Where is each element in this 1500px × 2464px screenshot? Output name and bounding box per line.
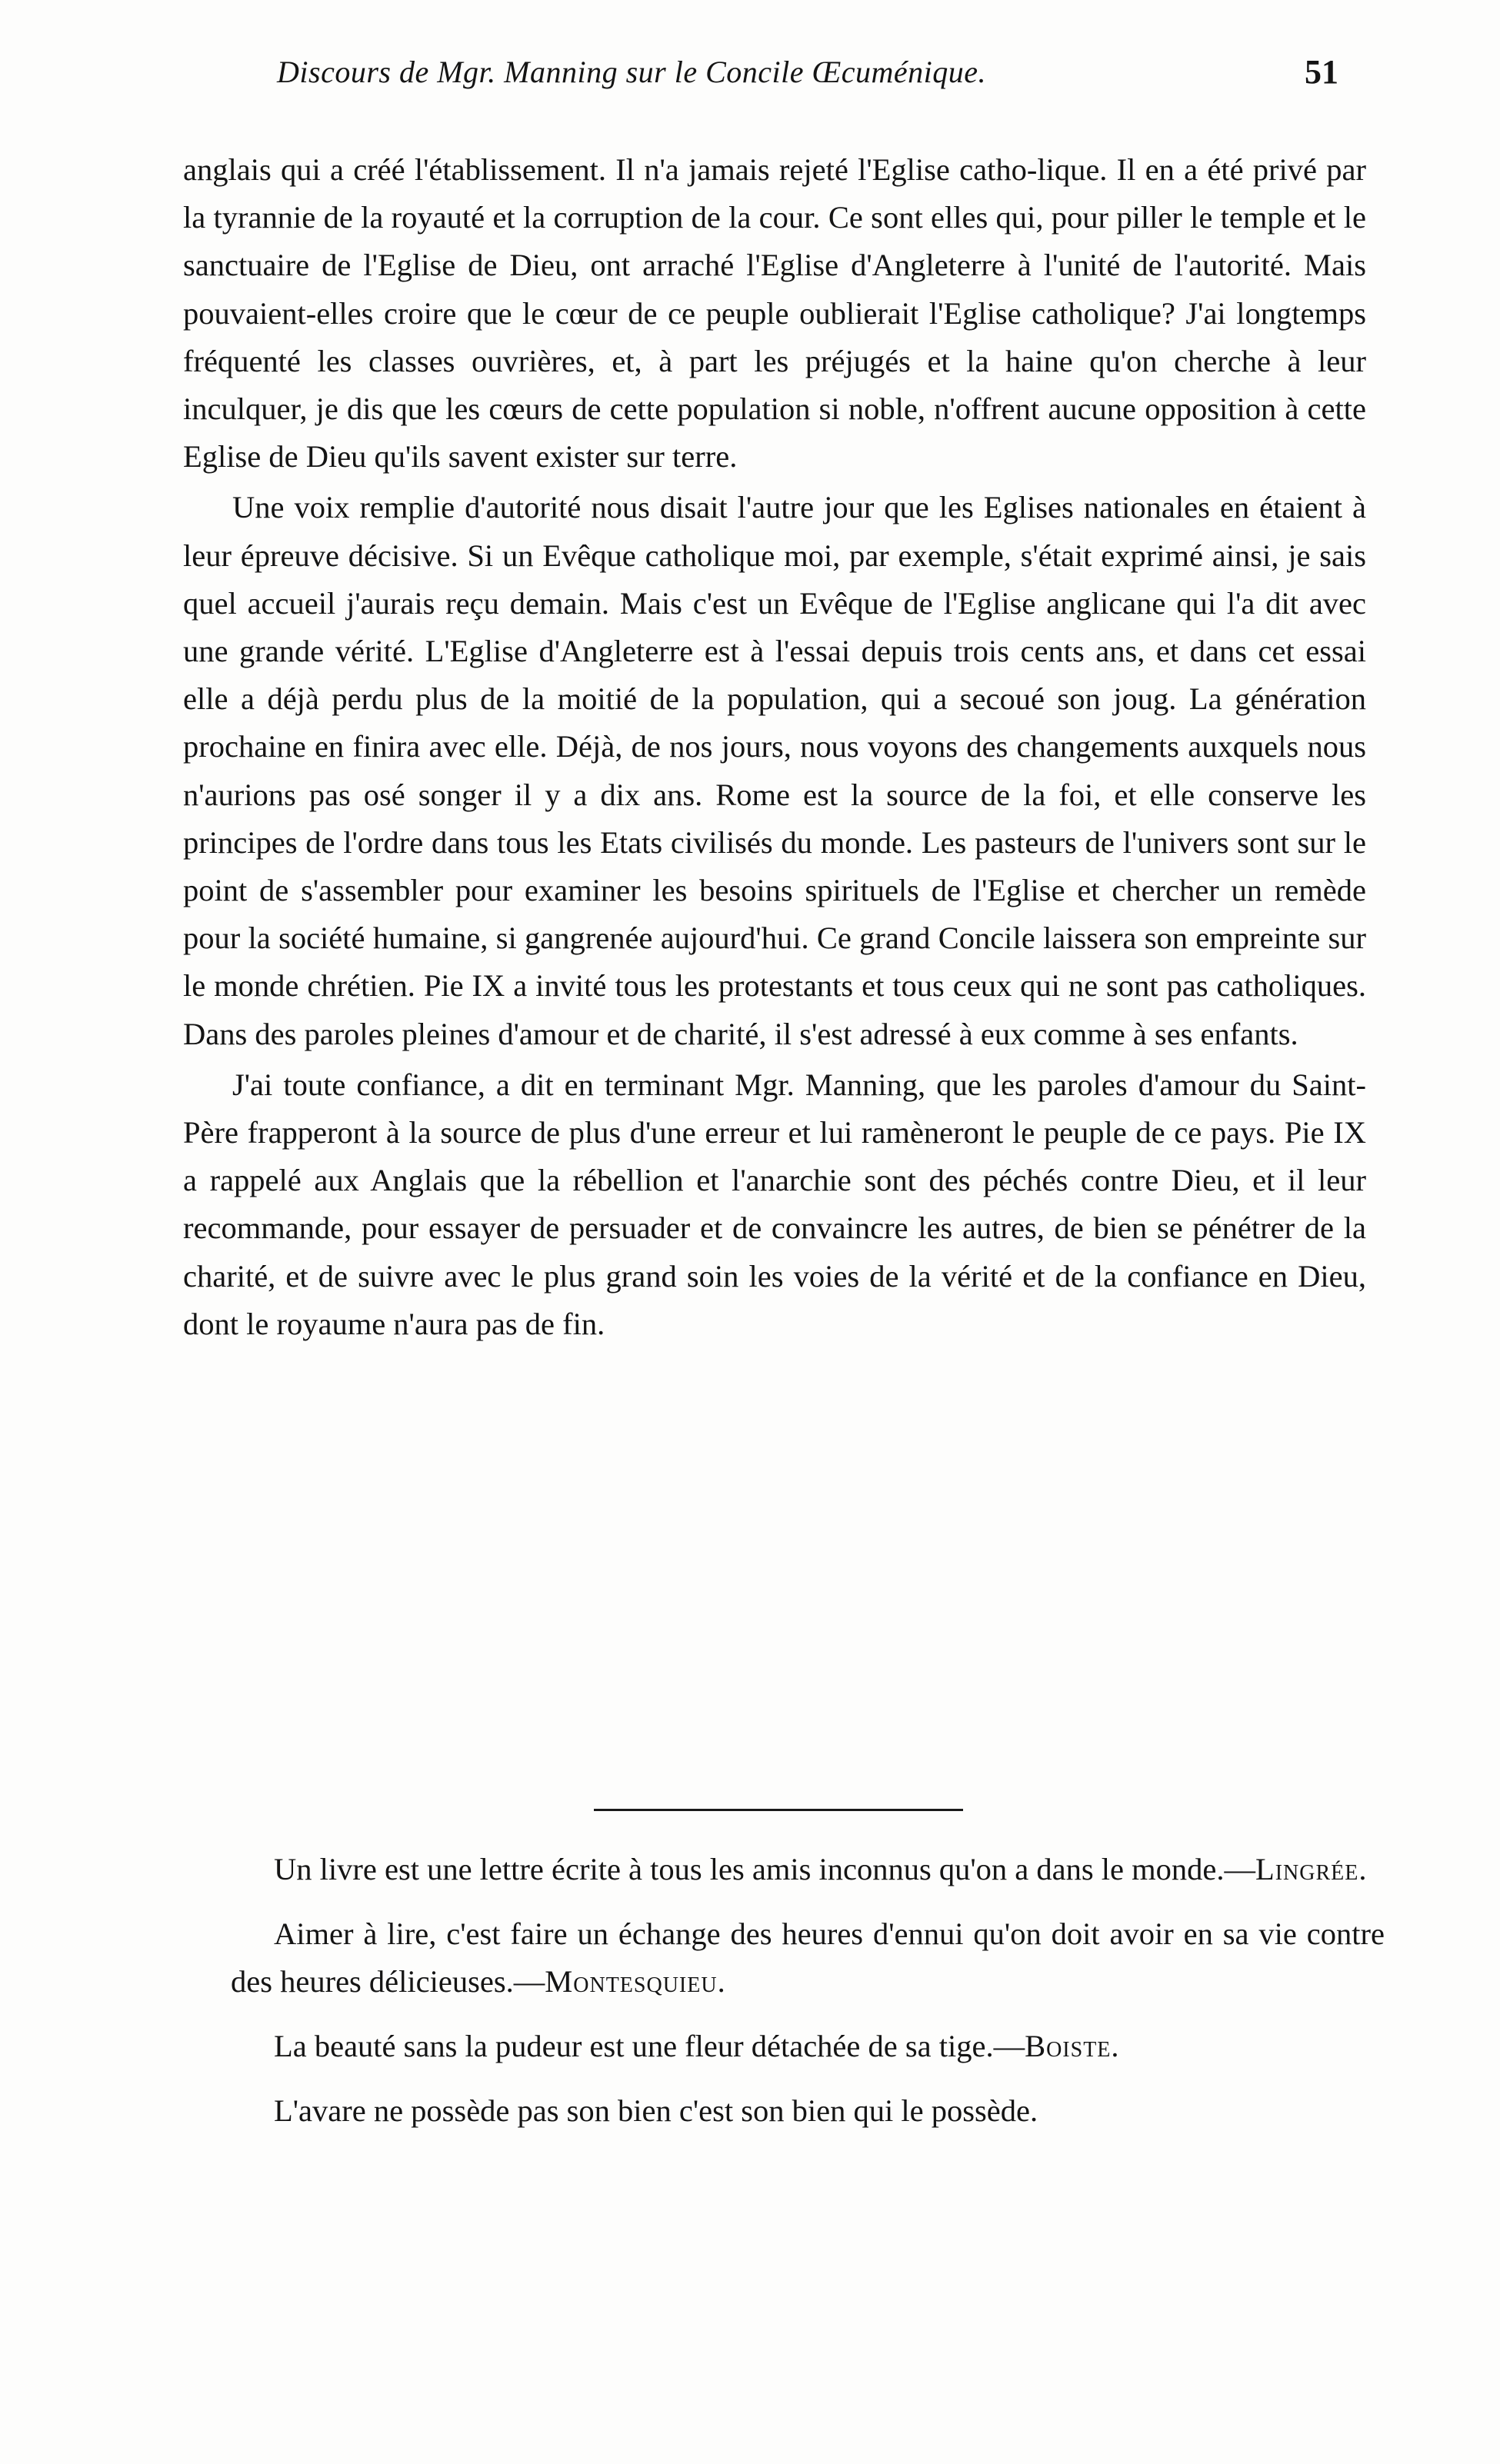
running-title: Discours de Mgr. Manning sur le Concile Œcuménique.: [277, 55, 987, 89]
quote-2: [231, 1910, 1385, 2006]
quote-2-text: Aimer à lire, c'est faire un échange des heures d'ennui qu'on doit avoir en sa vie contre des heures délicieuses.—: [231, 1916, 1385, 1999]
quotes-section: [231, 1846, 1385, 2152]
paragraph-2: Une voix remplie d'autorité nous disait l'autre jour que les Eglises nationales en étaient à leur épreuve décisive. Si un Evêque catholique moi, par exemple, s'était exprimé ainsi, je sais quel accueil j'aurais reçu demain. Mais c'est un Evêque de l'Eglise anglicane qui l'a dit avec une grande vérité. L'Eglise d'Angleterre est à l'essai depuis trois cents ans, et dans cet essai elle a déjà perdu plus de la moitié de la population, qui a secoué son joug. La génération prochaine en finira avec elle. Déjà, de nos jours, nous voyons des changements auxquels nous n'aurions pas osé songer il y a dix ans. Rome est la source de la foi, et elle conserve les principes de l'ordre dans tous les Etats civilisés du monde. Les pasteurs de l'univers sont sur le point de s'assembler pour examiner les besoins spirituels de l'Eglise et chercher un remède pour la société humaine, si gangrenée aujourd'hui. Ce grand Concile laissera son empreinte sur le monde chrétien. Pie IX a invité tous les protestants et tous ceux qui ne sont pas catholiques. Dans des paroles pleines d'amour et de charité, il s'est adressé à eux comme à ses enfants.: [183, 490, 1366, 1051]
paragraph-3: J'ai toute confiance, a dit en terminant Mgr. Manning, que les paroles d'amour du Saint-Père frapperont à la source de plus d'une erreur et lui ramèneront le peuple de ce pays. Pie IX a rappelé aux Anglais que la rébellion et l'anarchie sont des péchés contre Dieu, et il leur recommande, pour essayer de persuader et de convaincre les autres, de bien se pénétrer de la charité, et de suivre avec le plus grand soin les voies de la vérité et de la confiance en Dieu, dont le royaume n'aura pas de fin.: [183, 1067, 1366, 1341]
quote-4-text: L'avare ne possède pas son bien c'est son bien qui le possède.: [274, 2093, 1038, 2128]
page-number: 51: [1305, 53, 1338, 91]
quote-3-text: La beauté sans la pudeur est une fleur détachée de sa tige.—: [274, 2029, 1025, 2063]
quote-3-author: Boiste.: [1025, 2029, 1120, 2063]
quote-2-author: Montesquieu.: [545, 1964, 726, 1999]
quote-4: [231, 2087, 1385, 2135]
main-text: [183, 146, 1366, 1348]
page-header: [277, 54, 1338, 108]
quote-1: [231, 1846, 1385, 1893]
quote-3: [231, 2023, 1385, 2070]
quote-1-author: Lingrée.: [1255, 1852, 1368, 1886]
quote-1-text: Un livre est une lettre écrite à tous les amis inconnus qu'on a dans le monde.—: [274, 1852, 1255, 1886]
section-divider: [594, 1809, 963, 1811]
paragraph-1: anglais qui a créé l'établissement. Il n'a jamais rejeté l'Eglise catho-lique. Il en a été privé par la tyrannie de la royauté et la corruption de la cour. Ce sont elles qui, pour piller le temple et le sanctuaire de l'Eglise de Dieu, ont arraché l'Eglise d'Angleterre à l'unité de l'autorité. Mais pouvaient-elles croire que le cœur de ce peuple oublierait l'Eglise catholique? J'ai longtemps fréquenté les classes ouvrières, et, à part les préjugés et la haine qu'on cherche à leur inculquer, je dis que les cœurs de cette population si noble, n'offrent aucune opposition à cette Eglise de Dieu qu'ils savent exister sur terre.: [183, 152, 1366, 474]
